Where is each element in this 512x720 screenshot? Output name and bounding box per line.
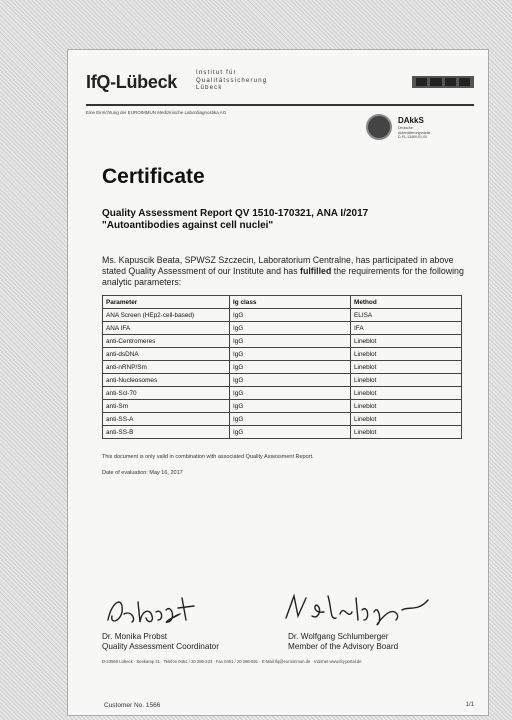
header-ig-class: Ig class bbox=[230, 296, 351, 309]
cell-parameter: anti-Sm bbox=[103, 400, 230, 413]
cell-ig-class: IgG bbox=[230, 387, 351, 400]
cell-ig-class: IgG bbox=[230, 361, 351, 374]
customer-number: Customer No. 1566 bbox=[104, 702, 161, 709]
cell-ig-class: IgG bbox=[230, 322, 351, 335]
cell-method: Lineblot bbox=[351, 400, 462, 413]
cell-parameter: anti-dsDNA bbox=[103, 348, 230, 361]
cell-ig-class: IgG bbox=[230, 426, 351, 439]
dakks-seal-icon bbox=[366, 114, 392, 140]
cell-ig-class: IgG bbox=[230, 413, 351, 426]
intro-fulfilled: fulfilled bbox=[300, 266, 332, 276]
contact-footer: D-23560 Lübeck · Seekamp 31 · Telefon 0451 / 20 286-233 · Fax 0451 / 20 286-691 · E-Mail ifq@euroimmun.de · Internet www.ifq-portal.de bbox=[102, 659, 362, 664]
signatory-probst bbox=[102, 632, 219, 652]
certificate-page bbox=[68, 50, 488, 715]
cell-method: ELISA bbox=[351, 309, 462, 322]
signature-probst-image bbox=[102, 590, 222, 630]
table-row bbox=[103, 322, 462, 335]
signatory-name: Dr. Monika Probst bbox=[102, 632, 168, 641]
institute-line: Institut für bbox=[196, 70, 237, 76]
page-number: 1/1 bbox=[465, 702, 474, 708]
cell-ig-class: IgG bbox=[230, 348, 351, 361]
dakks-details bbox=[398, 126, 430, 140]
signatory-schlumberger bbox=[288, 632, 398, 652]
letterhead bbox=[86, 68, 474, 98]
cell-parameter: ANA Screen (HEp2-cell-based) bbox=[103, 309, 230, 322]
cell-method: Lineblot bbox=[351, 335, 462, 348]
validity-note: This document is only valid in combination with associated Quality Assessment Report. bbox=[102, 454, 314, 460]
header-parameter: Parameter bbox=[103, 296, 230, 309]
report-subtitle: "Autoantibodies against cell nuclei" bbox=[102, 220, 274, 231]
header-rule bbox=[86, 104, 474, 106]
dakks-accreditation bbox=[366, 114, 476, 142]
header-method: Method bbox=[351, 296, 462, 309]
signatory-name: Dr. Wolfgang Schlumberger bbox=[288, 632, 389, 641]
cell-method: Lineblot bbox=[351, 374, 462, 387]
institute-line: Qualitätssicherung bbox=[196, 77, 268, 84]
cell-parameter: anti-SS-B bbox=[103, 426, 230, 439]
table-row bbox=[103, 361, 462, 374]
header-logo-bars bbox=[412, 76, 474, 88]
table-row bbox=[103, 413, 462, 426]
signature-schlumberger-image bbox=[278, 590, 438, 630]
certificate-title: Certificate bbox=[102, 165, 205, 188]
table-row bbox=[103, 387, 462, 400]
dakks-line: Akkreditierungsstelle bbox=[398, 130, 431, 135]
report-heading bbox=[102, 208, 368, 232]
cell-method: Lineblot bbox=[351, 426, 462, 439]
parameters-table bbox=[102, 295, 462, 439]
cell-ig-class: IgG bbox=[230, 335, 351, 348]
cell-ig-class: IgG bbox=[230, 309, 351, 322]
table-row bbox=[103, 335, 462, 348]
ifq-logo: IfQ-Lübeck bbox=[86, 72, 178, 92]
cell-method: Lineblot bbox=[351, 348, 462, 361]
table-row bbox=[103, 309, 462, 322]
intro-text-end: the requirements for the following analytic parameters: bbox=[102, 266, 464, 287]
cell-parameter: anti-Centromeres bbox=[103, 335, 230, 348]
report-line: Quality Assessment Report QV 1510-170321, ANA I/2017 bbox=[102, 208, 369, 219]
intro-text: Ms. Kapuscik Beata, SPWSZ Szczecin, Laboratorium Centralne, has participated in above stated Quality Assessment of our Institute and has bbox=[102, 255, 454, 276]
cell-parameter: ANA IFA bbox=[103, 322, 230, 335]
table-row bbox=[103, 426, 462, 439]
dakks-name: DAkkS bbox=[398, 116, 424, 125]
cell-method: Lineblot bbox=[351, 413, 462, 426]
evaluation-date: Date of evaluation: May 16, 2017 bbox=[102, 470, 183, 476]
table-header-row bbox=[103, 296, 462, 309]
table-row bbox=[103, 374, 462, 387]
table-row bbox=[103, 348, 462, 361]
header-subline: Eine Einrichtung der EUROIMMUN Medizinische Labordiagnostika AG bbox=[86, 110, 227, 115]
cell-method: IFA bbox=[351, 322, 462, 335]
cell-parameter: anti-Scl-70 bbox=[103, 387, 230, 400]
cell-ig-class: IgG bbox=[230, 374, 351, 387]
signatory-role: Quality Assessment Coordinator bbox=[102, 642, 219, 651]
participation-statement bbox=[102, 255, 464, 288]
dakks-line: Deutsche bbox=[398, 126, 413, 130]
dakks-line: D-PL-13469-01-00 bbox=[398, 135, 427, 139]
cell-parameter: anti-Nucleosomes bbox=[103, 374, 230, 387]
signatory-role: Member of the Advisory Board bbox=[288, 642, 399, 651]
institute-name bbox=[196, 70, 267, 93]
cell-method: Lineblot bbox=[351, 387, 462, 400]
cell-ig-class: IgG bbox=[230, 400, 351, 413]
institute-line: Lübeck bbox=[196, 85, 223, 91]
cell-parameter: anti-nRNP/Sm bbox=[103, 361, 230, 374]
table-row bbox=[103, 400, 462, 413]
cell-method: Lineblot bbox=[351, 361, 462, 374]
cell-parameter: anti-SS-A bbox=[103, 413, 230, 426]
